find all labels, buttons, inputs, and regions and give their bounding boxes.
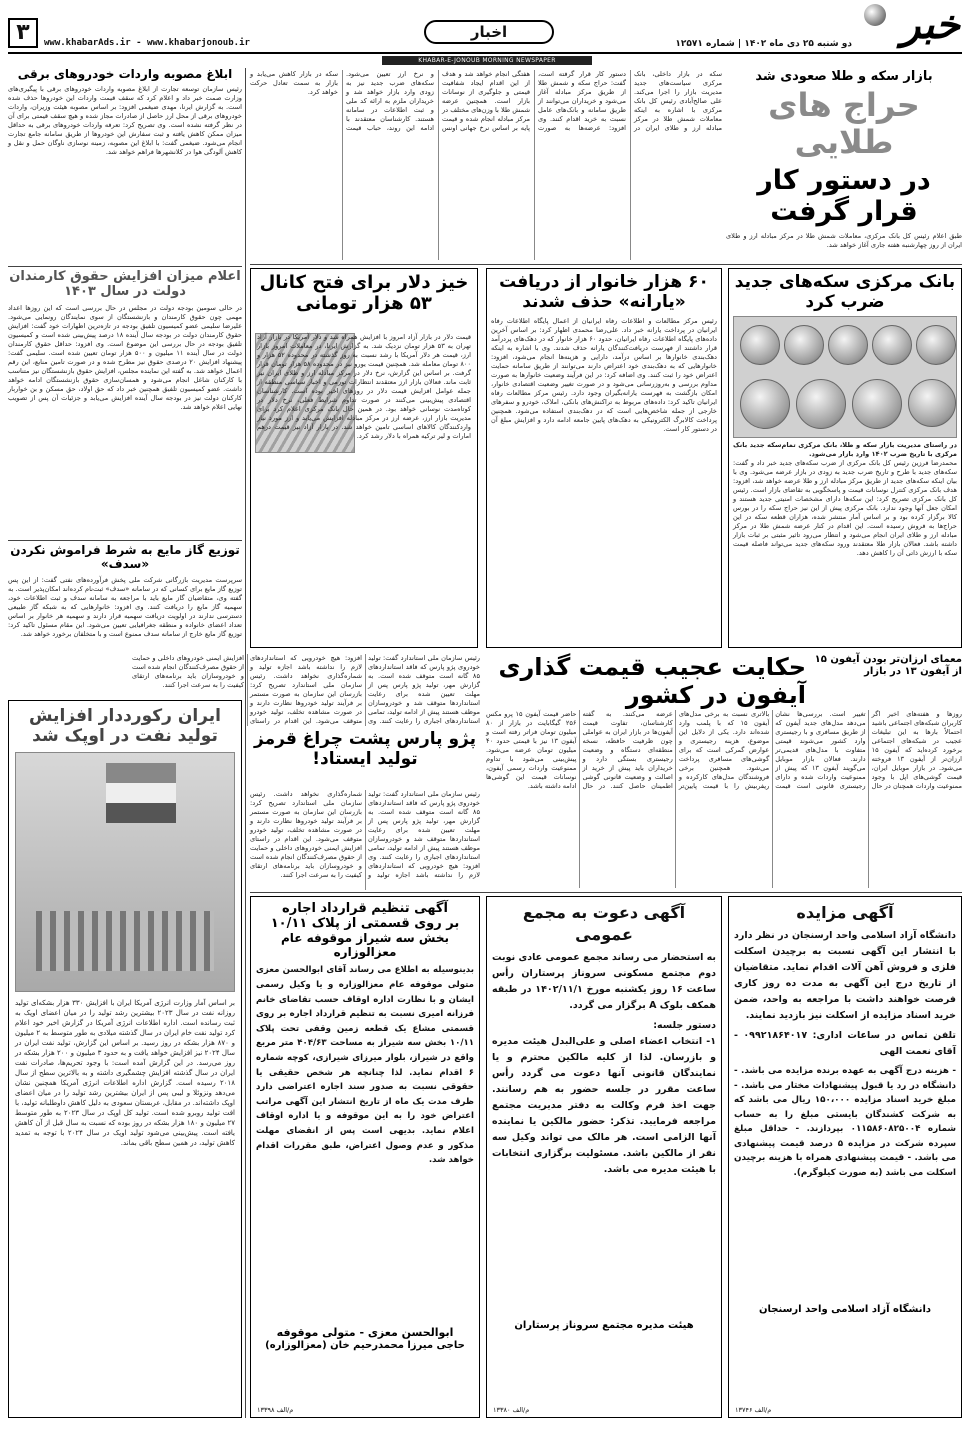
auction-conditions: - هزینه درج آگهی به عهده برنده مزایده می باشد. - دانشگاه در رد یا قبول پیشنهادات مختار می باشد. - مبلغ خرید اسناد مزایده ۱۵۰،۰۰۰ ریال می باشد که به شرکت کشندگان بایستی مبلغ را به حساب شماره ۰۱۱۵۸۶۰۸۲۵۰۰۴ بپردازند. - حداقل مبلغ سپرده شرکت در مزایده ۵ درصد قیمت پیشنهادی می باشد. - قیمت پیشنهادی همراه با هزینه برچیدن اسکلت می باشد (به صورت کیلوگرم). — [734, 1066, 957, 1178]
peugeot-intro — [131, 654, 480, 726]
logo-text: خبر — [901, 2, 960, 48]
gold-body-columns — [250, 70, 722, 260]
dollar-headline[interactable]: خیز دلار برای فتح کانال ۵۳ هزار تومانی — [259, 272, 469, 314]
oil-refinery-photo — [15, 752, 235, 992]
meeting-agenda-title: دستور جلسه: — [653, 1020, 716, 1031]
lease-signature-1: ابوالحسن معزی - متولی موقوفه — [276, 1326, 454, 1340]
coin-icon — [908, 379, 956, 427]
oil-body: بر اساس آمار وزارت انرژی آمریکا ایران با افزایش ۳۳۰ هزار بشکه‌ای تولید روزانه نفت در سال ۲۰۲۳ بیشترین رشد تولید را در میان اعضای اوپک به ثبت رسانده است. اداره اطلاعات انرژی آمریکا در گزارش اخیر خود اعلام کرد تولید نفت خام ایران در سال گذشته میلادی به طور متوسط به ۲ میلیون و ۸۷۰ هزار بشکه در روز رسید. بر اساس این گزارش، تولید نفت ایران در سال ۲۰۲۴ نیز افزایش خواهد یافت و به حدود ۳ میلیون و ۲۰۰ هزار بشکه در روز می‌رسد. در این گزارش آمده است: با وجود تحریم‌ها، صادرات نفت ایران در سال گذشته افزایش چشمگیری داشته و به بالاترین سطح از سال ۲۰۱۸ رسیده است. گزارش اداره اطلاعات انرژی آمریکا همچنین نشان می‌دهد ونزوئلا و لیبی پس از ایران بیشترین رشد تولید را در میان اعضای اوپک داشته‌اند. در مقابل، عربستان سعودی به دلیل کاهش داوطلبانه تولید، با افت تولید روبرو شده است. تولید کل اوپک در سال ۲۰۲۳ به طور متوسط ۲۷ میلیون و ۱۸۰ هزار بشکه در روز بوده که نسبت به سال قبل از آن کاهش یافته است. پیش‌بینی می‌شود تولید اوپک در سال ۲۰۲۴ با توجه به تمدید کاهش تولید، در همین سطح باقی بماند. — [15, 999, 236, 1148]
peugeot-body-cont: رئیس سازمان ملی استاندارد گفت: تولید خودروی پژو پارس که فاقد استانداردهای ۸۵ گانه است متوقف شده است. به گزارش مهر، تولید پژو پارس پس از مهلت تعیین شده برای رعایت استانداردها متوقف شد و خودروسازان موظف هستند پیش از ادامه تولید، تمامی استانداردهای اجباری را رعایت کنند. وی افزود: هیچ خودرویی که استانداردهای لازم را نداشته باشد اجازه تولید و شماره‌گذاری نخواهد داشت. رئیس سازمان ملی استاندارد تصریح کرد: بازرسان این سازمان به صورت مستمر بر فرآیند تولید خودروها نظارت دارند و در صورت مشاهده تخلف، تولید خودرو متوقف می‌شود. این اقدام در راستای افزایش ایمنی خودروهای داخلی و حمایت از حقوق مصرف‌کنندگان انجام شده است و خودروسازان باید برنامه‌های ارتقای کیفیت را به سرعت اجرا کنند. — [249, 790, 480, 879]
peugeot-continuation — [250, 790, 480, 890]
coin-icon — [852, 379, 902, 429]
gold-headline-1[interactable]: حراج های طلایی — [768, 85, 920, 161]
coin-icon — [796, 379, 846, 429]
coin-icon — [740, 325, 780, 365]
oil-article — [8, 700, 242, 1418]
salary-article — [8, 270, 242, 538]
auction-body: دانشگاه آزاد اسلامی واحد ارسنجان در نظر دارد با انتشار این آگهی نسبت به برچیدن اسکلت فلزی و فروش آهن آلات اقدام نماید. متقاضیان از تاریخ درج این آگهی به مدت ده روز کاری فرصت خواهند داشت با مراجعه به واحد، ضمن خرید اسناد مزایده از اسکلت نیز بازدید نمایند. — [734, 930, 956, 1021]
auction-ad — [728, 896, 962, 1418]
gold-kicker: بازار سکه و طلا صعودی شد — [755, 69, 933, 84]
gas-headline[interactable]: توزیع گاز مایع به شرط فراموش نکردن «سدف» — [10, 543, 240, 571]
coin-icon — [740, 379, 790, 429]
subsidy-headline[interactable]: ۶۰ هزار خانوار از دریافت «یارانه» حذف شدند — [499, 272, 709, 312]
divider — [250, 892, 962, 893]
divider — [8, 266, 242, 267]
website-link[interactable]: www.khabarAds.ir - www.khabarjonoub.ir — [44, 38, 250, 48]
lease-ref: ۱۳۳۹۸ م/الف — [257, 1406, 294, 1414]
salary-body: در حالی سومین بودجه دولت در مجلس در حال بررسی است که این روزها اعداد مهمی چون حقوق کارمندان و بازنشستگان از سوی نمایندگان رونمایی می‌شود. علیرضا سلیمی عضو کمیسیون تلفیق بودجه در تازه‌ترین اظهارات خود گفت: افزایش حقوق کارمندان دولت در بودجه سال آینده ۱۸ درصد پیش‌بینی شده است و کمیسیون تلفیق بودجه در حال بررسی این موضوع است. وی افزود: حداقل حقوق کارمندان دولت در سال آینده ۱۱ میلیون و ۵۰۰ هزار تومان تعیین شده است. سلیمی گفت: پیشنهاد افزایش ۲۰ درصدی حقوق نیز مطرح شده و در صورت تامین منابع، این رقم اعمال خواهد شد. به گفته این نماینده مجلس، افزایش حقوق بازنشستگان نیز متناسب با کارکنان شاغل انجام می‌شود و همسان‌سازی حقوق بازنشستگان ادامه خواهد داشت. عضو کمیسیون تلفیق همچنین خبر داد که حق اولاد، حق مسکن و بن خواربار کارکنان دولت نیز در بودجه سال آینده افزایش می‌یابد و جزئیات آن پس از تصویب نهایی اعلام خواهد شد. — [8, 303, 242, 411]
gold-article — [726, 70, 962, 264]
masthead-divider — [8, 52, 962, 54]
iphone-headline[interactable]: حکایت عجیب قیمت گذاری آیفون در کشور — [498, 653, 806, 709]
salary-headline[interactable]: اعلام میزان افزایش حقوق کارمندان دولت در سال ۱۴۰۳ — [9, 269, 241, 299]
newspaper-logo[interactable] — [860, 2, 960, 48]
meeting-ref: ۱۳۳۸۰ م/الف — [493, 1406, 530, 1414]
dollar-article — [250, 268, 478, 648]
car-body: رئیس سازمان توسعه تجارت از ابلاغ مصوبه واردات خودروهای برقی با پیگیری‌های وزارت صمت خبر داد و اعلام کرد که سقف قیمت واردات این خودروها حذف شده است. به گزارش ایرنا، مهدی ضیغمی افزود: بر اساس مصوبه هیئت وزیران، واردات خودروهای برقی از محل ارز حاصل از صادرات مجاز شده و هیچ سقف قیمتی برای آن در نظر گرفته نشده است. وی تصریح کرد: تعرفه واردات خودروهای برقی به حداقل میزان ممکن کاهش یافته و ثبت سفارش این خودروها از طریق سامانه جامع تجارت انجام می‌شود. ضیغمی گفت: با ابلاغ این مصوبه، زمینه نوسازی ناوگان حمل و نقل و کاهش آلودگی هوا در کلانشهرها فراهم خواهد شد. — [8, 84, 242, 156]
lease-body: بدینوسیله به اطلاع می رساند آقای ابوالحسن معزی متولی موقوفه عام معزالوزاره و یا وکیل رسمی ایشان و با نظارت اداره اوقاف حسب تقاضای خانم فرزانه امیری نسبت به تنظیم قرارداد اجاره بر روی قسمتی مشاع یک قطعه زمین وقفی تحت پلاک ۱۰/۱۱ بخش سه شیراز به مساحت ۴۰۴/۶۳ متر مربع واقع در شیراز، بلوار میرزای شیرازی، کوچه شماره ۶ اقدام نماید. لذا چنانچه هر شخص حقیقی یا حقوقی نسبت به صدور سند اجاره اعتراضی دارد ظرف مدت یک ماه از تاریخ انتشار این آگهی مراتب اعتراض خود را به این موقوفه و یا اداره اوقاف اعلام نماید. بدیهی است پس از انقضای مهلت مذکور و عدم وصول اعتراض، طبق مقررات اقدام خواهد شد. — [256, 965, 474, 1166]
meeting-agenda: ۱- انتخاب اعضاء اصلی و علی‌البدل هیئت مدیره و بازرسان. لذا از کلیه مالکین محترم و یا نمایندگان قانونی آنها دعوت می گردد رأس ساعت مقرر در جلسه حضور به هم رسانند. جهت اخذ فرم وکالت به دفتر مدیریت مجتمع مراجعه فرمایید. تذکر: حضور مالکین یا نماینده آنها الزامی است. هر مالک می تواند وکیل سه نفر از مالکین باشد. مسئولیت برگزاری انتخابات با هیئت مدیره می باشد. — [492, 1036, 716, 1175]
english-name: KHABAR-E-JONOUB MORNING NEWSPAPER — [382, 56, 592, 65]
lease-title-3: بخش سه شیراز موقوفه عام معزالوزاره — [280, 930, 450, 959]
globe-icon — [864, 4, 886, 26]
divider — [8, 540, 242, 541]
subsidy-body: رئیس مرکز مطالعات و اطلاعات رفاه ایرانیان از اعمال پایگاه اطلاعات رفاه ایرانیان در پرداخت یارانه خبر داد. علی‌رضا محمدی اظهار کرد: بر اساس آخرین داده‌های پایگاه اطلاعات رفاه ایرانیان، حدود ۶۰ هزار خانوار که در دهک‌های پردرآمد قرار داشتند از فهرست دریافت‌کنندگان یارانه حذف شدند. وی با اشاره به اینکه دهک‌بندی خانوارها بر اساس درآمد، دارایی و هزینه‌ها انجام می‌شود، افزود: خانوارهایی که به دهک‌بندی خود اعتراض دارند می‌توانند از طریق سامانه حمایت اعتراض خود را ثبت کنند. وی اضافه کرد: در این فرآیند وضعیت خانوارها به صورت مداوم بررسی و به‌روزرسانی می‌شود و در صورت تغییر وضعیت اقتصادی خانوار، امکان بازگشت به فهرست یارانه‌بگیران وجود دارد. رئیس مرکز مطالعات رفاه ایرانیان تاکید کرد: داده‌های مربوط به تراکنش‌های بانکی، املاک، خودرو و سفرهای خارجی از جمله شاخص‌هایی است که در دهک‌بندی استفاده می‌شود. همچنین پرداخت کالابرگ الکترونیکی به دهک‌های پایین جامعه ادامه دارد و افزایش مبلغ آن در دستور کار است. — [491, 317, 717, 434]
iphone-article — [486, 654, 962, 890]
meeting-ad — [486, 896, 722, 1418]
meeting-signature: هیئت مدیره مجتمع سروناز پرستاران — [514, 1320, 694, 1331]
auction-signature: دانشگاه آزاد اسلامی واحد ارسنجان — [758, 1304, 932, 1315]
auction-contact[interactable]: تلفن تماس در ساعات اداری: ۰۹۹۲۱۸۶۴۰۱۷ - آقای نعمت الهی — [734, 1030, 956, 1057]
car-headline[interactable]: ابلاغ مصوبه واردات خودروهای برقی — [17, 67, 233, 81]
coin-icon — [916, 325, 956, 365]
car-article — [8, 68, 242, 264]
oil-headline[interactable]: ایران رکورددار افزایش تولید نفت در اوپک شد — [29, 706, 221, 746]
lease-title-1: آگهی تنظیم قرارداد اجاره — [282, 901, 448, 916]
iran-flag-icon — [106, 763, 176, 823]
coins-body: محمدرضا فرزین رئیس کل بانک مرکزی از ضرب سکه‌های جدید خبر داد و گفت: سکه‌های جدید با طرح و تاریخ ضرب جدید به زودی در بازار عرضه می‌شود. وی با بیان اینکه سکه‌های جدید از طریق مرکز مبادله ارز و طلا عرضه خواهد شد، افزود: هدف بانک مرکزی کنترل نوسانات قیمت و پاسخگویی به تقاضای بازار است. رئیس کل بانک مرکزی تصریح کرد: این سکه‌ها دارای مشخصات امنیتی جدید هستند و امکان جعل آنها وجود ندارد. بانک مرکزی پیش از این نیز حراج سکه را در بورس کالا برگزار کرده بود و بر اساس آمار منتشر شده، هزاران قطعه سکه در این حراج‌ها به فروش رسیده است. این اقدام در کنار عرضه شمش طلا در مرکز مبادله ارز و طلای ایران انجام می‌شود و انتظار می‌رود تاثیر مثبتی بر ثبات بازار داشته باشد. فعالان بازار طلا معتقدند ورود سکه‌های جدید می‌تواند فاصله قیمت سکه با ارزش ذاتی آن را کاهش دهد. — [733, 459, 957, 558]
coins-headline[interactable]: بانک مرکزی سکه‌های جدید ضرب کرد — [734, 272, 956, 312]
coin-icon — [872, 325, 912, 365]
section-label: اخبار — [424, 20, 554, 44]
date-issue: دو شنبه ۲۵ دی ماه ۱۴۰۲ | شماره ۱۲۵۷۱ — [675, 39, 852, 49]
peugeot-headline[interactable]: پژو پارس پشت چراغ قرمز تولید ایستاد! — [254, 729, 476, 769]
lease-title-2: بر روی قسمتی از پلاک ۱۰/۱۱ — [270, 915, 460, 931]
page-number: ۳ — [8, 18, 38, 48]
lease-signature-2: حاجی میرزا محمدرحیم خان (معزالوزاره) — [265, 1340, 465, 1352]
iphone-kicker: معمای ارزان‌تر بودن آیفون ۱۵ از آیفون ۱۳ در بازار — [814, 654, 962, 677]
coins-article — [728, 268, 962, 648]
coins-photo — [733, 316, 957, 438]
gold-body: سکه در بازار داخلی، بانک مرکزی سیاست‌های جدید مدیریت بازار را اجرا می‌کند. علی صالح‌آبادی رئیس کل بانک مرکزی با اشاره به اینکه معاملات شمش طلا در مرکز مبادله ارز و طلای ایران در دستور کار قرار گرفته است، گفت: حراج سکه و شمش طلا از طریق مرکز مبادله آغاز می‌شود و خریداران می‌توانند از طریق سامانه و بانک‌های عامل نسبت به خرید اقدام کنند. وی افزود: عرضه‌ها به صورت هفتگی انجام خواهد شد و هدف از این اقدام ایجاد شفافیت قیمتی و جلوگیری از نوسانات بازار است. همچنین عرضه شمش طلا با وزن‌های مختلف در مرکز مبادله انجام شده و قیمت پایه بر اساس نرخ جهانی اونس و نرخ ارز تعیین می‌شود. سکه‌های ضرب جدید نیز به زودی وارد بازار خواهد شد و خریداران ملزم به ارائه کد ملی و ثبت اطلاعات در سامانه هستند. کارشناسان معتقدند با ادامه این روند، حباب قیمت سکه در بازار کاهش می‌یابد و بازار به سمت تعادل حرکت خواهد کرد. — [250, 70, 722, 132]
meeting-title: آگهی دعوت به مجمع عمومی — [522, 903, 686, 944]
divider — [250, 264, 962, 265]
lease-ad — [250, 896, 480, 1418]
coins-caption: در راستای مدیریت بازار سکه و طلا، بانک مرکزی تمام‌سکه جدید بانک مرکزی با تاریخ ضرب ۱۴۰۲ وارد بازار می‌شود. — [733, 441, 957, 459]
coin-icon — [828, 325, 868, 365]
gas-body: سرپرست مدیریت بازرگانی شرکت ملی پخش فرآورده‌های نفتی گفت: از این پس توزیع گاز مایع برای کسانی که در سامانه «سدف» ثبت‌نام کرده‌اند امکان‌پذیر است. به گفته وی، متقاضیان گاز مایع باید با مراجعه به سامانه سدف و ثبت اطلاعات خود، سهمیه گاز مایع را دریافت کنند. وی افزود: خانوارهایی که به شبکه گاز طبیعی دسترسی ندارند در اولویت دریافت سهمیه قرار دارند و سهمیه هر خانوار بر اساس تعداد اعضای خانواده و منطقه جغرافیایی تعیین می‌شود. این مقام مسئول تاکید کرد: توزیع گاز مایع خارج از سامانه سدف ممنوع است و با متخلفان برخورد خواهد شد. — [8, 575, 242, 638]
column-rule — [245, 68, 246, 1418]
iphone-body: روزها و هفته‌های اخیر اگر کاربران شبکه‌های اجتماعی باشید احتمالاً بارها به این تبلیغات عجیب در شبکه‌های اجتماعی برخورد کرده‌اید که آیفون ۱۵ ارزان‌تر از آیفون ۱۳ فروخته می‌شود. در بازار موبایل ایران، قیمت گوشی‌های اپل با وجود ممنوعیت واردات همچنان در حال تغییر است. بررسی‌ها نشان می‌دهد مدل‌های جدید آیفون که از طریق مسافری و با رجیستری وارد کشور می‌شوند قیمتی متفاوت با مدل‌های قدیمی‌تر دارند. فعالان بازار موبایل می‌گویند آیفون ۱۳ که پیش از ممنوعیت واردات شده و دارای رجیستری قانونی است قیمت بالاتری نسبت به برخی مدل‌های آیفون ۱۵ که با پلمب وارد شده‌اند دارد. یکی از دلایل این موضوع، هزینه رجیستری و عوارض گمرکی است که برای گوشی‌های مسافری پرداخت می‌شود. همچنین برخی فروشندگان مدل‌های کارکرده و ریفربیش را با قیمت پایین‌تر عرضه می‌کنند. به گفته کارشناسان، تفاوت قیمت آیفون‌ها در بازار ایران به عواملی چون ظرفیت حافظه، نسخه منطقه‌ای دستگاه و وضعیت رجیستری بستگی دارد و خریداران باید پیش از خرید از اصالت و وضعیت قانونی گوشی اطمینان حاصل کنند. در حال حاضر قیمت آیفون ۱۵ پرو مکس ۲۵۶ گیگابایت در بازار از ۸۰ میلیون تومان فراتر رفته است و آیفون ۱۳ نیز با قیمتی حدود ۴۰ میلیون تومان عرضه می‌شود. پیش‌بینی می‌شود با تداوم ممنوعیت واردات رسمی آیفون، نوسانات قیمت این گوشی‌ها ادامه داشته باشد. — [486, 710, 963, 790]
auction-ref: ۱۳۷۴۶ م/الف — [735, 1406, 772, 1414]
coin-icon — [784, 325, 824, 365]
subsidy-article — [486, 268, 722, 648]
gold-lede: طبق اعلام رئیس کل بانک مرکزی، معاملات شمش طلا در مرکز مبادله ارز و طلای ایران از روز چهارشنبه هفته جاری آغاز خواهد شد. — [726, 231, 962, 249]
meeting-body: به استحضار می رساند مجمع عمومی عادی نوبت دوم مجتمع مسکونی سروناز پرستاران رأس ساعت ۱۶ روز یکشنبه مورخ ۱۴۰۲/۱۱/۱ در طبقه همکف بلوک A برگزار می گردد. — [492, 952, 716, 1011]
auction-title: آگهی مزایده — [796, 903, 894, 922]
dollar-body: قیمت دلار در بازار آزاد امروز با افزایش همراه شد و دلار آمریکا در بازار آزاد تهران به ۵۳ هزار تومان نزدیک شد. به گزارش ایرنا، در معاملات امروز بازار ارز، قیمت هر دلار آمریکا با رشد نسبت به روز گذشته در محدوده ۵۲ هزار و ۸۰۰ تومان معامله شد. همچنین قیمت یورو نیز در محدوده ۵۸ هزار تومان قرار گرفت. بر اساس این گزارش، نرخ دلار در مرکز مبادله ارز و طلای ایران نیز ثابت ماند. فعالان بازار ارز معتقدند انتظارات تورمی و اخبار سیاسی منطقه از جمله عوامل افزایش قیمت دلار در روزهای اخیر بوده است. کارشناسان اقتصادی پیش‌بینی می‌کنند در صورت تداوم شرایط فعلی، نرخ دلار در کوتاه‌مدت نوسانی خواهد بود. در همین حال بانک مرکزی اعلام کرد برای مدیریت بازار ارز، عرضه ارز در مرکز مبادله افزایش می‌یابد و ارز مورد نیاز واردکنندگان کالاهای اساسی تامین خواهد شد. در بازار آزاد نیز قیمت درهم امارات و لیر ترکیه همراه با دلار رشد کرد. — [257, 333, 472, 440]
peugeot-body-part: رئیس سازمان ملی استاندارد گفت: تولید خودروی پژو پارس که فاقد استانداردهای ۸۵ گانه است متوقف شده است. به گزارش مهر، تولید پژو پارس پس از مهلت تعیین شده برای رعایت استانداردها متوقف شد و خودروسازان موظف هستند پیش از ادامه تولید، تمامی استانداردهای اجباری را رعایت کنند. وی افزود: هیچ خودرویی که استانداردهای لازم را نداشته باشد اجازه تولید و شماره‌گذاری نخواهد داشت. رئیس سازمان ملی استاندارد تصریح کرد: بازرسان این سازمان به صورت مستمر بر فرآیند تولید خودروها نظارت دارند و در صورت مشاهده تخلف، تولید خودرو متوقف می‌شود. این اقدام در راستای افزایش ایمنی خودروهای داخلی و حمایت از حقوق مصرف‌کنندگان انجام شده است و خودروسازان باید برنامه‌های ارتقای کیفیت را به سرعت اجرا کنند. — [131, 654, 480, 725]
gold-headline-2[interactable]: در دستور کار قرار گرفت — [757, 164, 931, 227]
